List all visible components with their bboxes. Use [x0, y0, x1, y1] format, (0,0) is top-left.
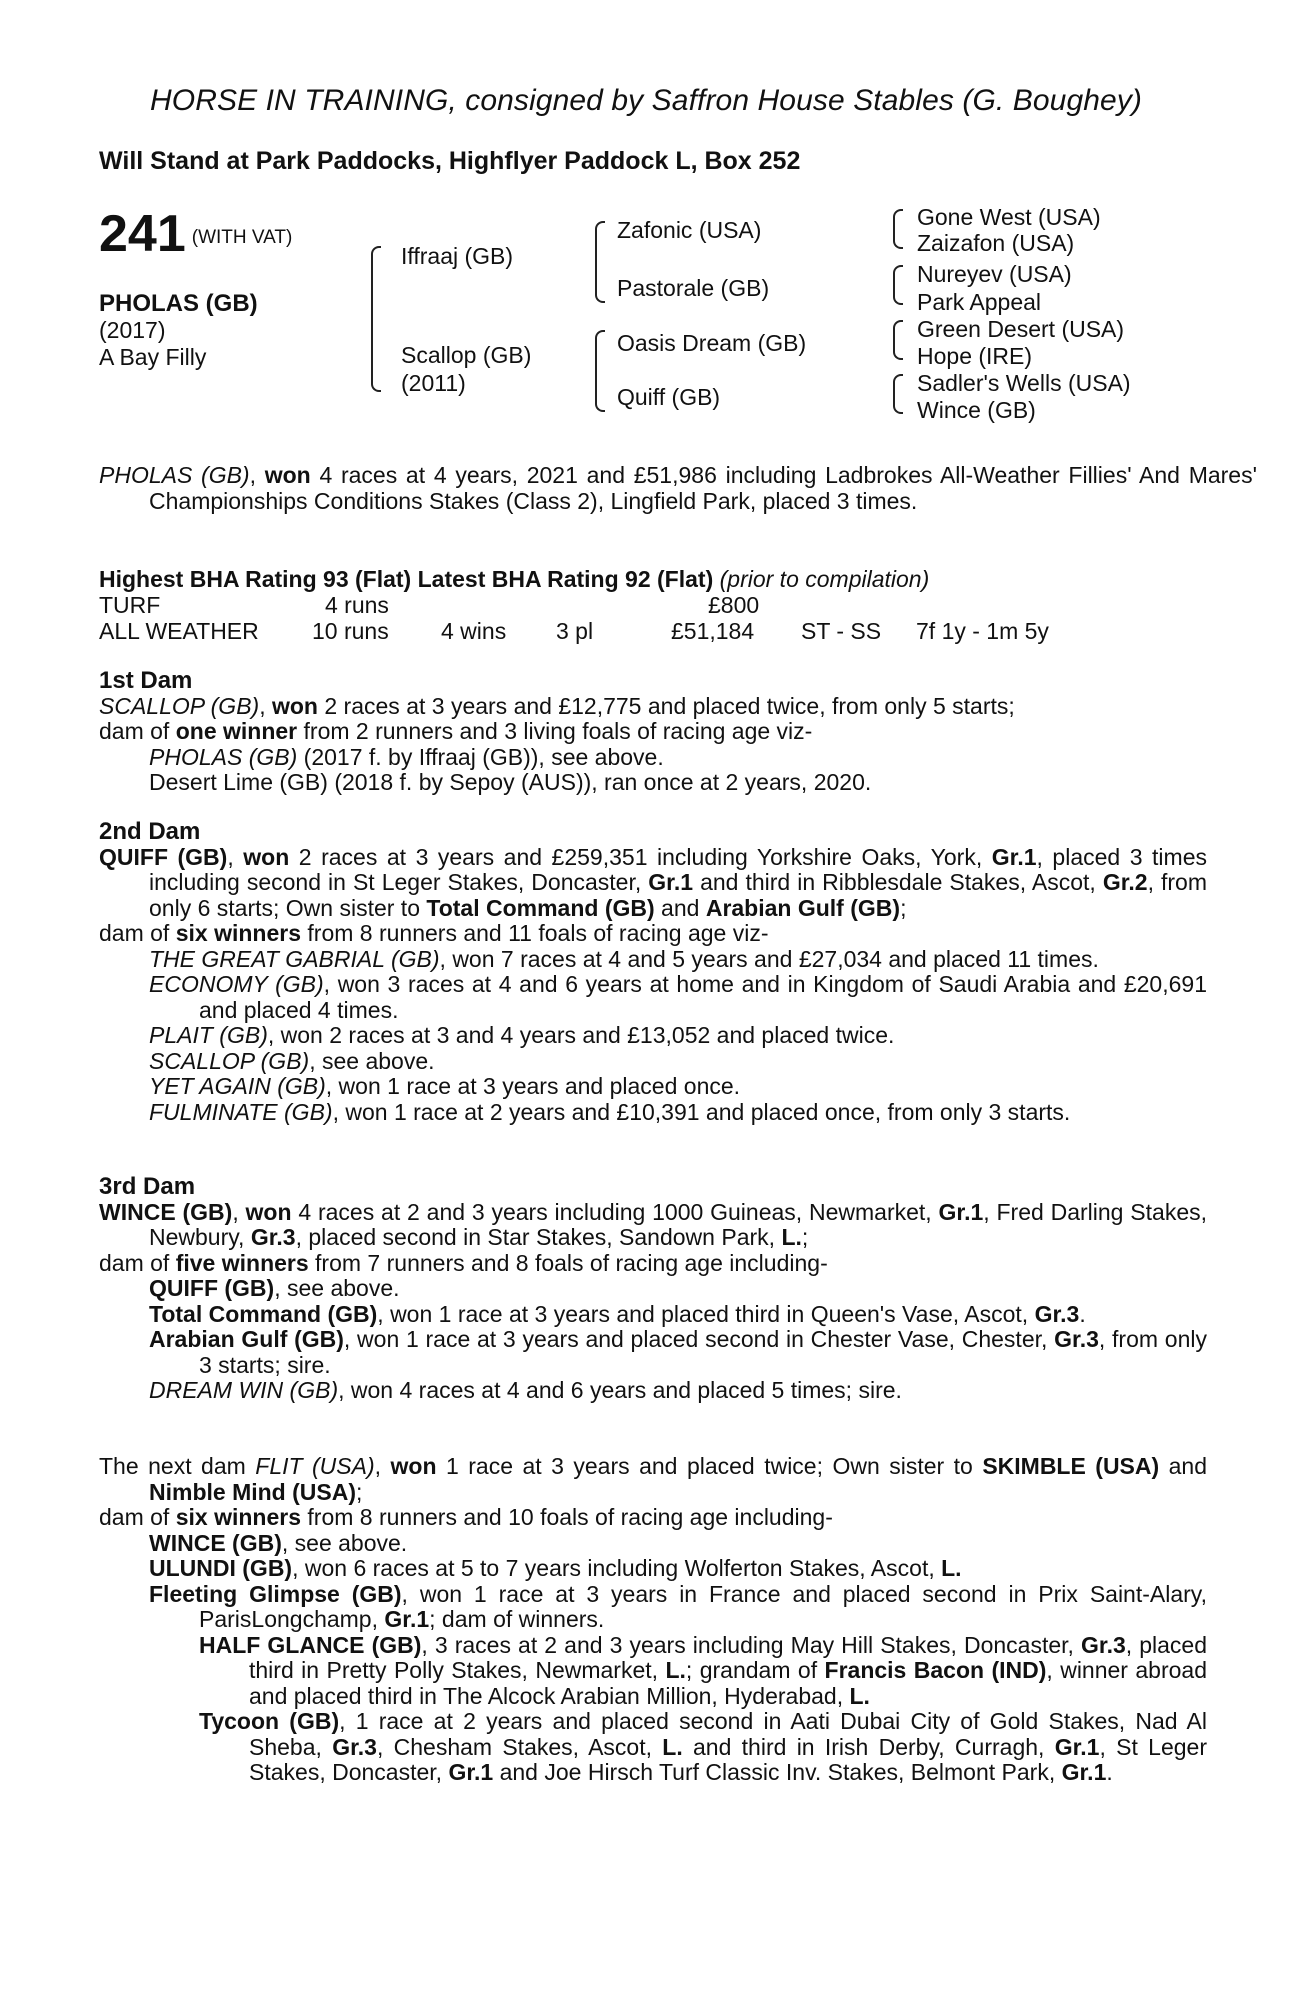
- brace-sire-dam: [371, 246, 381, 392]
- offspring-item: [99, 1023, 1207, 1049]
- text: ;: [356, 1478, 363, 1505]
- offspring-item: [99, 1100, 1207, 1126]
- offspring-item: [99, 1556, 1207, 1582]
- bha-rating-text: Highest BHA Rating 93 (Flat) Latest BHA Rating 92 (Flat): [99, 566, 714, 592]
- summary-text: 4 races at 4 years, 2021 and £51,986 including Ladbrokes All-Weather Fillies' And Mares' Championships Conditions Stakes (Class 2), Lingfield Park, placed 3 times.: [149, 462, 1257, 514]
- second-dam-section: [99, 819, 1207, 1125]
- text: , see above.: [281, 1529, 408, 1556]
- text: dam of: [99, 920, 176, 946]
- text: , Fred Darling Stakes, Newbury,: [149, 1198, 1207, 1250]
- text: and third in Irish Derby, Curragh,: [682, 1733, 1055, 1760]
- grade: Gr.1: [448, 1759, 494, 1785]
- offspring-name: ECONOMY (GB): [149, 971, 324, 997]
- offspring-name: ULUNDI (GB): [149, 1555, 293, 1581]
- pedigree-dam-year: (2011): [401, 370, 466, 396]
- grade: Gr.2: [1102, 869, 1148, 895]
- offspring-name: HALF GLANCE (GB): [199, 1631, 422, 1658]
- offspring-name: SCALLOP (GB): [149, 1047, 310, 1074]
- text: , from only 6 starts; Own sister to: [149, 869, 1207, 921]
- grade: L.: [941, 1555, 962, 1581]
- text: and Joe Hirsch Turf Classic Inv. Stakes, Belmont Park,: [493, 1759, 1062, 1785]
- aw-runs: 10 runs: [312, 618, 389, 644]
- produce-prefix: dam of: [99, 718, 176, 744]
- grade: Gr.1: [384, 1606, 430, 1632]
- stand-location: Will Stand at Park Paddocks, Highflyer Paddock L, Box 252: [99, 147, 801, 175]
- text: .: [1106, 1759, 1113, 1785]
- offspring-item: [99, 947, 1207, 973]
- text: , won 1 race at 3 years and placed second in Chester Vase, Chester,: [343, 1326, 1055, 1352]
- first-dam-heading: 1st Dam: [99, 667, 193, 694]
- pedigree-ggp-6: Hope (IRE): [917, 343, 1033, 369]
- text: dam of: [99, 1504, 176, 1530]
- pedigree-ggp-7: Sadler's Wells (USA): [917, 370, 1131, 396]
- sibling-name: Total Command (GB): [426, 894, 655, 921]
- text: , 3 races at 2 and 3 years including May Hill Stakes, Doncaster,: [421, 1631, 1081, 1658]
- brace-sire-parents: [595, 221, 605, 303]
- pedigree-ggp-8: Wince (GB): [917, 397, 1036, 423]
- text: and: [1159, 1453, 1208, 1479]
- third-dam-section: [99, 1174, 1207, 1404]
- bha-rating-note: (prior to compilation): [719, 566, 930, 592]
- text: , won 3 races at 4 and 6 years at home and in Kingdom of Saudi Arabia and £20,691 and placed 4 times.: [199, 971, 1207, 1023]
- text: , winner abroad and placed third in The Alcock Arabian Million, Hyderabad,: [249, 1657, 1207, 1709]
- text: 2 races at 3 years and £259,351 including Yorkshire Oaks, York,: [289, 843, 992, 870]
- grade: Gr.1: [1054, 1733, 1100, 1760]
- bha-rating: [99, 566, 929, 593]
- turf-label: TURF: [99, 592, 161, 618]
- lot-number: 241: [99, 205, 186, 263]
- third-dam-record: WINCE (GB), won 4 races at 2 and 3 years including 1000 Guineas, Newmarket, Gr.1, Fred Darling Stakes, Newbury, Gr.3, placed second in Star Stakes, Sandown Park, L.;: [99, 1198, 1207, 1250]
- dam-name: WINCE (GB): [99, 1198, 233, 1225]
- text: , won 1 race at 3 years and placed once.: [325, 1073, 741, 1099]
- text: The next dam: [99, 1453, 256, 1479]
- vat-label: (WITH VAT): [191, 227, 293, 248]
- horse-year: (2017): [99, 317, 166, 343]
- first-dam-section: [99, 668, 1207, 796]
- offspring-name: FULMINATE (GB): [149, 1098, 333, 1125]
- dam-name: FLIT (USA): [255, 1453, 375, 1479]
- page-header: HORSE IN TRAINING, consigned by Saffron House Stables (G. Boughey): [150, 84, 1143, 117]
- first-dam-foal-2: Desert Lime (GB) (2018 f. by Sepoy (AUS)), ran once at 2 years, 2020.: [149, 769, 872, 795]
- text: from 8 runners and 11 foals of racing age viz-: [301, 920, 769, 946]
- foal-name: PHOLAS (GB): [149, 743, 298, 770]
- horse-info: [99, 290, 258, 371]
- first-dam-text: 2 races at 3 years and £12,775 and placed twice, from only 5 starts;: [317, 692, 1015, 719]
- race-summary: PHOLAS (GB), won 4 races at 4 years, 2021 and £51,986 including Ladbrokes All-Weather Fillies' And Mares' Championships Conditions Stakes (Class 2), Lingfield Park, placed 3 times.: [99, 462, 1257, 514]
- text: and: [654, 894, 706, 921]
- brace-ggp-1: [893, 209, 903, 249]
- grade: Gr.1: [938, 1198, 984, 1225]
- offspring-name: YET AGAIN (GB): [149, 1073, 326, 1099]
- grade: Gr.1: [991, 843, 1037, 870]
- brace-ggp-4: [893, 374, 903, 414]
- pedigree-dam-dam: Quiff (GB): [617, 384, 721, 410]
- first-dam-foal-1: [99, 745, 1207, 771]
- won: won: [243, 843, 290, 870]
- grade: Gr.3: [250, 1224, 296, 1250]
- summary-won: won: [264, 462, 311, 488]
- offspring-item: [99, 1302, 1207, 1328]
- grade: Gr.3: [1054, 1326, 1099, 1352]
- winner-count: five winners: [175, 1249, 309, 1276]
- horse-description: A Bay Filly: [99, 344, 207, 370]
- text: , won 1 race at 3 years and placed third in Queen's Vase, Ascot,: [377, 1300, 1035, 1327]
- next-dam-produce: [99, 1505, 1207, 1531]
- grade: Gr.3: [332, 1733, 377, 1760]
- dam-name: QUIFF (GB): [99, 843, 228, 870]
- offspring-item: [99, 972, 1207, 1023]
- grade: Gr.3: [1081, 1631, 1126, 1658]
- text: ;: [900, 894, 907, 921]
- text: , 1 race at 2 years and placed second in Aati Dubai City of Gold Stakes, Nad Al Sheba,: [249, 1708, 1207, 1760]
- offspring-item: [99, 1049, 1207, 1075]
- aw-distance: 7f 1y - 1m 5y: [916, 618, 1049, 644]
- text: , placed 3 times including second in St Leger Stakes, Doncaster,: [149, 843, 1207, 895]
- grand-offspring-item: [99, 1633, 1207, 1710]
- summary-horse-name: PHOLAS (GB): [99, 462, 250, 488]
- text: , won 2 races at 3 and 4 years and £13,052 and placed twice.: [267, 1022, 895, 1048]
- offspring-item: [99, 1378, 1207, 1404]
- text: from 7 runners and 8 foals of racing age including-: [308, 1249, 828, 1276]
- text: ; dam of winners.: [429, 1606, 605, 1632]
- pedigree-sire-dam: Pastorale (GB): [617, 275, 770, 301]
- pedigree-dam: Scallop (GB): [401, 342, 532, 368]
- third-dam-heading: 3rd Dam: [99, 1173, 196, 1200]
- lot-number-block: [99, 204, 292, 264]
- offspring-name: QUIFF (GB): [149, 1275, 275, 1301]
- offspring-name: Fleeting Glimpse (GB): [149, 1580, 402, 1607]
- text: ; grandam of: [685, 1657, 825, 1683]
- offspring-item: [99, 1074, 1207, 1100]
- text: from 8 runners and 10 foals of racing age including-: [301, 1504, 833, 1530]
- text: , won 1 race at 3 years in France and placed second in Prix Saint-Alary, ParisLongchamp,: [199, 1580, 1207, 1632]
- grade: L.: [849, 1682, 870, 1709]
- aw-wins: 4 wins: [441, 618, 507, 644]
- brace-ggp-2: [893, 265, 903, 305]
- won: won: [390, 1453, 437, 1479]
- text: dam of: [99, 1249, 176, 1276]
- pedigree-sire-sire: Zafonic (USA): [617, 217, 762, 243]
- second-dam-heading: 2nd Dam: [99, 818, 201, 845]
- text: , placed second in Star Stakes, Sandown Park,: [295, 1224, 782, 1250]
- second-dam-produce: [99, 921, 1207, 947]
- text: ;: [801, 1224, 809, 1250]
- pedigree-ggp-5: Green Desert (USA): [917, 316, 1125, 342]
- first-dam-line: SCALLOP (GB), won 2 races at 3 years and £12,775 and placed twice, from only 5 starts;: [99, 692, 1015, 719]
- text: , won 6 races at 5 to 7 years including Wolferton Stakes, Ascot,: [292, 1555, 942, 1581]
- turf-runs: 4 runs: [325, 592, 389, 618]
- pedigree-ggp-1: Gone West (USA): [917, 204, 1101, 230]
- sibling-name: Arabian Gulf (GB): [705, 894, 901, 921]
- first-dam-name: SCALLOP (GB): [99, 692, 260, 719]
- text: and third in Ribblesdale Stakes, Ascot,: [693, 869, 1103, 895]
- offspring-item: [99, 1276, 1207, 1302]
- produce-count: one winner: [175, 718, 298, 744]
- grade: L.: [781, 1224, 802, 1250]
- offspring-name: Tycoon (GB): [199, 1708, 340, 1734]
- text: 1 race at 3 years and placed twice; Own sister to: [436, 1453, 983, 1479]
- turf-prize: £800: [708, 592, 760, 618]
- winner-count: six winners: [175, 920, 301, 946]
- brace-ggp-3: [893, 320, 903, 360]
- text: , see above.: [309, 1047, 435, 1074]
- offspring-item: [99, 1582, 1207, 1633]
- third-dam-produce: [99, 1251, 1207, 1277]
- pedigree-dam-sire: Oasis Dream (GB): [617, 330, 807, 356]
- text: , Chesham Stakes, Ascot,: [376, 1733, 663, 1760]
- text: , from only 3 starts; sire.: [199, 1326, 1207, 1378]
- text: , see above.: [274, 1275, 400, 1301]
- text: , won 7 races at 4 and 5 years and £27,034 and placed 11 times.: [439, 945, 1099, 972]
- offspring-name: PLAIT (GB): [149, 1022, 268, 1048]
- offspring-name: Total Command (GB): [149, 1300, 378, 1327]
- text: , placed third in Pretty Polly Stakes, Newmarket,: [249, 1631, 1208, 1683]
- offspring-name: Arabian Gulf (GB): [149, 1326, 344, 1352]
- first-dam-won: won: [271, 692, 318, 719]
- sibling-name: Nimble Mind (USA): [149, 1478, 356, 1505]
- grade: L.: [662, 1733, 683, 1760]
- offspring-name: DREAM WIN (GB): [149, 1377, 339, 1403]
- offspring-item: [99, 1531, 1207, 1557]
- aw-placed: 3 pl: [556, 618, 594, 644]
- text: 4 races at 2 and 3 years including 1000 Guineas, Newmarket,: [291, 1198, 939, 1225]
- text: , won 1 race at 2 years and £10,391 and placed once, from only 3 starts.: [332, 1098, 1071, 1125]
- descendant-name: Francis Bacon (IND): [824, 1657, 1047, 1683]
- text: .: [1079, 1300, 1086, 1327]
- won: won: [245, 1198, 292, 1225]
- grade: Gr.1: [648, 869, 694, 895]
- grade: Gr.3: [1034, 1300, 1080, 1327]
- winner-count: six winners: [175, 1504, 301, 1530]
- text: , won 4 races at 4 and 6 years and placed 5 times; sire.: [338, 1377, 902, 1403]
- foal-text: (2017 f. by Iffraaj (GB)), see above.: [297, 743, 664, 770]
- aw-label: ALL WEATHER: [99, 618, 259, 644]
- grade: L.: [665, 1657, 686, 1683]
- next-dam-section: [99, 1454, 1207, 1786]
- next-dam-record: The next dam FLIT (USA), won 1 race at 3 years and placed twice; Own sister to SKIMBLE (USA) and Nimble Mind (USA);: [99, 1453, 1208, 1505]
- aw-surface: ST - SS: [801, 618, 882, 644]
- offspring-name: THE GREAT GABRIAL (GB): [149, 945, 440, 972]
- offspring-item: [99, 1327, 1207, 1378]
- text: , St Leger Stakes, Doncaster,: [249, 1733, 1207, 1785]
- pedigree-sire: Iffraaj (GB): [401, 243, 514, 269]
- horse-name: PHOLAS (GB): [99, 290, 258, 317]
- second-dam-record: QUIFF (GB), won 2 races at 3 years and £259,351 including Yorkshire Oaks, York, Gr.1, placed 3 times including second in St Leger Stakes, Doncaster, Gr.1 and third in Ribblesdale Stakes, Ascot, Gr.2, from only 6 starts; Own sister to Total Command (GB) and Arabian Gulf (GB);: [99, 843, 1207, 921]
- first-dam-produce: [99, 719, 1207, 745]
- sibling-name: SKIMBLE (USA): [982, 1453, 1160, 1479]
- pedigree-ggp-2: Zaizafon (USA): [917, 230, 1075, 256]
- produce-suffix: from 2 runners and 3 living foals of racing age viz-: [297, 718, 813, 744]
- grand-offspring-item: [99, 1709, 1207, 1786]
- pedigree-ggp-4: Park Appeal: [917, 289, 1042, 315]
- pedigree-ggp-3: Nureyev (USA): [917, 261, 1072, 287]
- grade: Gr.1: [1061, 1759, 1107, 1785]
- aw-prize: £51,184: [671, 618, 755, 644]
- offspring-name: WINCE (GB): [149, 1529, 282, 1556]
- brace-dam-parents: [595, 330, 605, 412]
